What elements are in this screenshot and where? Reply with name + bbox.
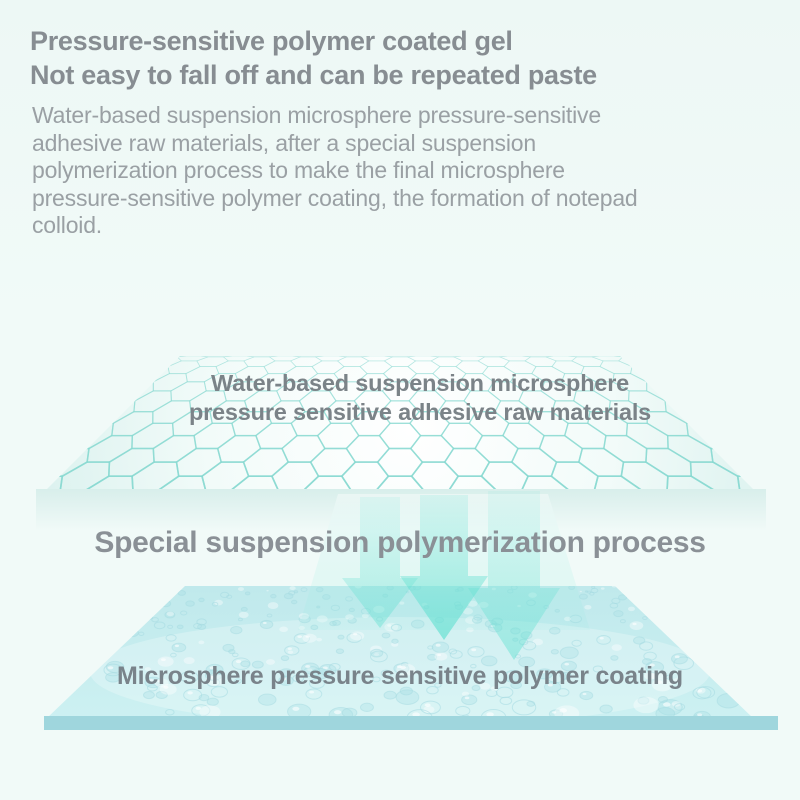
bottom-layer-label: Microsphere pressure sensitive polymer coating — [116, 662, 683, 690]
page-title-line-2: Not easy to fall off and can be repeated paste — [30, 60, 597, 90]
top-layer-label — [40, 369, 800, 427]
top-layer-label-line-2: pressure sensitive adhesive raw materials — [188, 399, 652, 425]
top-layer-label-line-1: Water-based suspension microsphere — [210, 370, 630, 396]
intro-line: adhesive raw materials, after a special suspension — [32, 129, 536, 156]
page-title — [30, 24, 597, 92]
intro-line: colloid. — [32, 212, 102, 239]
intro-line: polymerization process to make the final microsphere — [32, 157, 565, 184]
intro-paragraph — [32, 102, 638, 240]
page-title-line-1: Pressure-sensitive polymer coated gel — [30, 26, 513, 56]
intro-line: pressure-sensitive polymer coating, the formation of notepad — [32, 184, 638, 211]
intro-line: Water-based suspension microsphere pressure-sensitive — [32, 102, 601, 128]
process-label: Special suspension polymerization process — [94, 526, 706, 559]
